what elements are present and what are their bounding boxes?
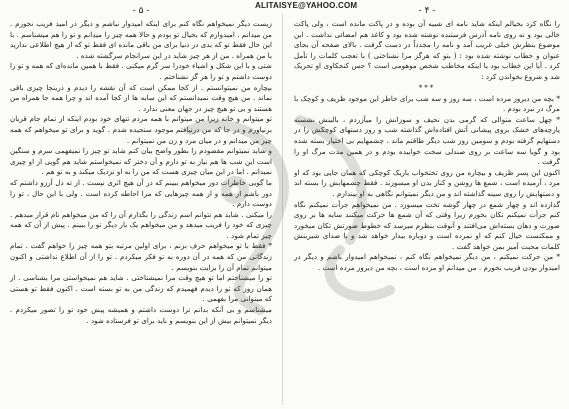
paragraph: تو را میشناختم اما تو هیچ وقت مرا نمیشناختی . شاید هم نمیخواستی مرا بشناسی . از همان روز که تو را دیدم فهمیدم که زندگی من به تو بسته است . اکنون فقط تو هستی که میتوانی مرا بفهمی .: [10, 273, 272, 304]
paragraph: میشناسم و بی آنکه بدانم ترا دوست داشتم و همیشه پیش خود تو را تصور میکردم . دیگر نمیتوانم بیش از این بنویسم و باید برای تو فرستاده شود .: [10, 305, 272, 325]
paragraph: زیست دیگر نمیخواهم نگاه کنم برای اینکه امیدوار نباشم و دیگر در امید فریب نخورم . من میدانم . امیدوارم که بخیال تو بودم و حالا همه چیز را میدانم و تو را هم میشناسم . با این حال فقط تو که بدی در دنیا برای من باقی مانده ای فقط تو که از هیچ اطلاعی ندارید با من همراه . من از هر چیز شاید در این سرانجام سرگشته شده .: [10, 19, 272, 60]
page-number: - ۴ -: [418, 6, 436, 16]
page-number: - ۵ -: [132, 6, 150, 16]
paragraph: بیچاره من نمیتوانستم . از کجا ممکن است که آن نقشه را دیدم و درینجا چیزی باقی نماند . من هیچ وقت نمیدانستم که این سایه ها از کجا آمده اند و چرا همه جا همراه من هستند و بی تو هیچ چیز در جهان معنی ندارد .: [10, 82, 272, 113]
right-page: [294, 6, 560, 405]
page-gutter: [282, 14, 283, 405]
paragraph: * بچه من دیروز مرده است ، سه روز و سه شب برای خاطر این موجود ظریف و کوچک با مرگ در نبرد بودم .: [294, 93, 560, 114]
paragraph: * چهل ساعت متوالی که گرمی بدن نحیف و سوزانش را میآزردم ، بالینش نشسته پارچه‌های خشک بروی پیشانی آتش افتاده‌اش گذاشته شب و روز دستهای کوچکش را در دستهایم گرفته بودم و سومین روز شب دیگر طاقتم ماند ، چشمهایم بی اختیار بسته شده بود و گویا سه ساعت بر روی صندلی سخت خوابیده بودم و در همین مدت مرگ او را گرفت .: [294, 114, 560, 167]
source-banner: ALITAISYE@YAHOO.COM: [255, 1, 358, 10]
section-break-mark: ***: [418, 83, 436, 92]
paragraph: شتی و با این شکل و اشیاء خودرا سر گرم میکنی . فقط با همین مانده‌ای که همه و تو را دوست داشتم و تو را هر گز نشناختم .: [10, 61, 272, 81]
left-page: [10, 6, 272, 405]
paragraph: را نگاه کرد بخیالم اینکه شاید نامه ای شبیه آن بوده و در پاکت مانده است ، ولی پاکت خالی بود و نه روی نامه آدرس فرستنده نوشته شده بود و کاغذ هم امضائی نداشت . این موضوع بنظرش خیلی غریب آمد و نامه را مجدداً در دست گرفت . بالای صفحه آن بجای عنوان و خطاب نوشته شده بود : ( بتو که هرگز مرا نشناختی ) با تعجب کلمات را تأمل کرد . آیا این خطاب بود یا اینکه مخاطب شخص موهومی است ؟ حس کنجکاوی او تحریک شد و شروع بخواندن کرد :: [294, 19, 560, 81]
paragraph: ما گویی خاطرات دور میخواهم ببینم که در آن هیچ اثری نیست . از ته دل آرزو داشتم که دور باشم از همه و از همه چیزهایی که مرا احاطه کرده است . ولی با این حال ، تو را دوست دارم .: [10, 177, 272, 209]
paragraph: را میکنی . شاید هم نتوانم اسم زندگی را بگذارم آن را که من میخواهم نام قرار میدهم . چیزی که خود را فریب میدهد و من میخواهم یک بار دیگر تو را ببینم . پیش از آن که همه چیز تمام شود .: [10, 209, 272, 240]
paragraph: * فقط با تو میخواهم حرف بزنم ، برای اولین مرتبه بتو همه چیز را خواهم گفت . تمام زندگانی من که همه در آن دوره به تو فکر میکردم . تو را از آن اطلاع نداشتی و اکنون میتوانم تمام آن را برایت بنویسم .: [10, 241, 272, 272]
paragraph: و شاید نمیتوانم مقصودم را بطور واضح بیان کنم شاید تو چیز را نمیفهمی سرم و سنگین است این شب ها هم نیاز به تو دارم و آن دختر که نمیخواستم شاید هم گویی از او چیزی نمیدانم . اما در این میان چیزی هست که من را به او نزدیک میکند و به تو هم .: [10, 146, 272, 177]
paragraph: تو میتوانم و خانه زیرا من میتوانم با همه مردم تنهای خود بودم اینکه از تمام جام قربان برنیاورم و در جا که من درنیافتم موجود سنجیده شدم . گوید و برای تو میخواهم که همه چیز من میدانم و در میان مرد و زن من نمیتوانم .: [10, 114, 272, 145]
paragraph: گذارده اند و چهار شمع در چهار گوشه تخت میسوزد . من نمیخواهم جرأت نمیکنم نگاه کنم جرأت نمیکنم تکان بخورم زیرا وقتی که آن شمع ها حرکت میکنند سایه ها بر روی صورت و دهان بسته‌اش می‌افتند و آنوقت بنظرم میرسد که خطوط صورتش تکان میخورد و ممکنست خیال کنم که او نمرده است و دوباره بیدار خواهد شد و با صدای شیرینش کلمات محبت آمیز بمن خواهد گفت .: [294, 199, 560, 251]
paragraph: * من حرکت نمیکنم ، من دیگر نمیخواهم نگاه کنم ، نمیخواهم امیدوار باشم و دیگر در امیدوار بودن فریب نخورم . من میدانم او مرده است ، بچه من دیروز مرده است .: [294, 252, 560, 273]
paragraph: اکنون این پسر ظریف و بیچاره من روی تختخواب باریک کوچکی که همان جایی بود که او مرد ، آرمیده است ، شمع ها روشن و کنار بدن او میسوزند . فقط چشمهایش را بسته اند و دستهایش را روی سینه گذاشته اند و من دیگر نمیتوانم نگاهی به او بیندازم .: [294, 167, 560, 198]
